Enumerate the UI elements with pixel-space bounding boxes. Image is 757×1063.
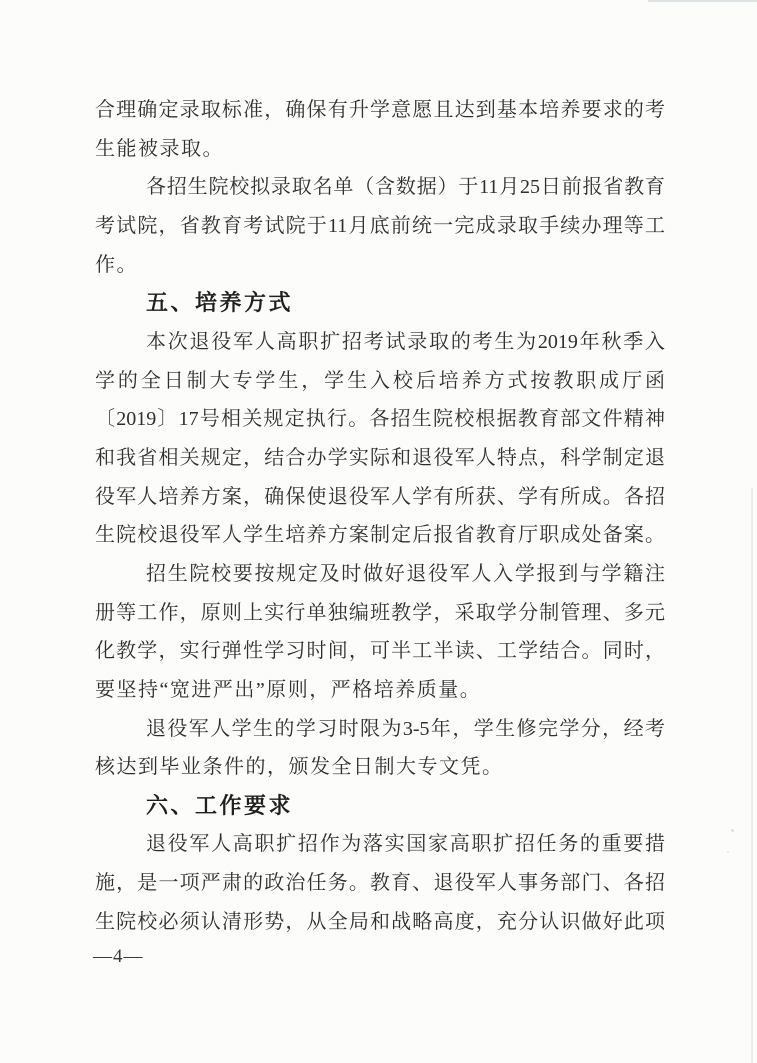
- text-line: 合理确定录取标准，确保有升学意愿且达到基本培养要求的考: [95, 99, 665, 121]
- text-line: 核达到毕业条件的，颁发全日制大专文凭。: [95, 756, 504, 779]
- scan-speck: [731, 829, 734, 832]
- text-line: 役军人培养方案，确保使退役军人学有所获、学有所成。各招: [95, 485, 665, 508]
- text-line: 施，是一项严肃的政治任务。教育、退役军人事务部门、各招: [95, 872, 665, 895]
- text-line: 化教学，实行弹性学习时间，可半工半读、工学结合。同时，: [95, 640, 665, 663]
- text-line: 退役军人高职扩招作为落实国家高职扩招任务的重要措: [146, 833, 665, 856]
- text-line: 本次退役军人高职扩招考试录取的考生为2019年秋季入: [146, 330, 665, 353]
- text-line: 学的全日制大专学生，学生入校后培养方式按教职成厅函: [95, 369, 665, 392]
- section-heading: 五、培养方式: [146, 290, 294, 316]
- page-number: —4—: [93, 946, 144, 967]
- text-line: 和我省相关规定，结合办学实际和退役军人特点，科学制定退: [95, 446, 665, 469]
- scan-artifact-top-edge: [648, 0, 757, 2]
- document-body: [95, 91, 665, 941]
- text-line: 〔2019〕17号相关规定执行。各招生院校根据教育部文件精神: [95, 408, 665, 431]
- section-heading: 六、工作要求: [146, 792, 294, 818]
- text-line: 考试院，省教育考试院于11月底前统一完成录取手续办理等工: [95, 214, 665, 237]
- text-line: 退役军人学生的学习时限为3-5年，学生修完学分，经考: [146, 717, 665, 740]
- text-line: 册等工作，原则上实行单独编班教学，采取学分制管理、多元: [95, 601, 665, 624]
- text-line: 要坚持“宽进严出”原则，严格培养质量。: [95, 678, 482, 701]
- text-line: 各招生院校拟录取名单（含数据）于11月25日前报省教育: [146, 176, 665, 199]
- text-line: 生院校退役军人学生培养方案制定后报省教育厅职成处备案。: [95, 524, 665, 547]
- text-line: 生院校必须认清形势，从全局和战略高度，充分认识做好此项: [95, 910, 665, 933]
- text-line: 作。: [95, 253, 138, 276]
- scan-speck: [727, 851, 729, 853]
- text-line: 生能被录取。: [95, 137, 224, 160]
- scan-artifact-right-edge: [751, 488, 753, 1063]
- text-line: 招生院校要按规定及时做好退役军人入学报到与学籍注: [146, 562, 665, 585]
